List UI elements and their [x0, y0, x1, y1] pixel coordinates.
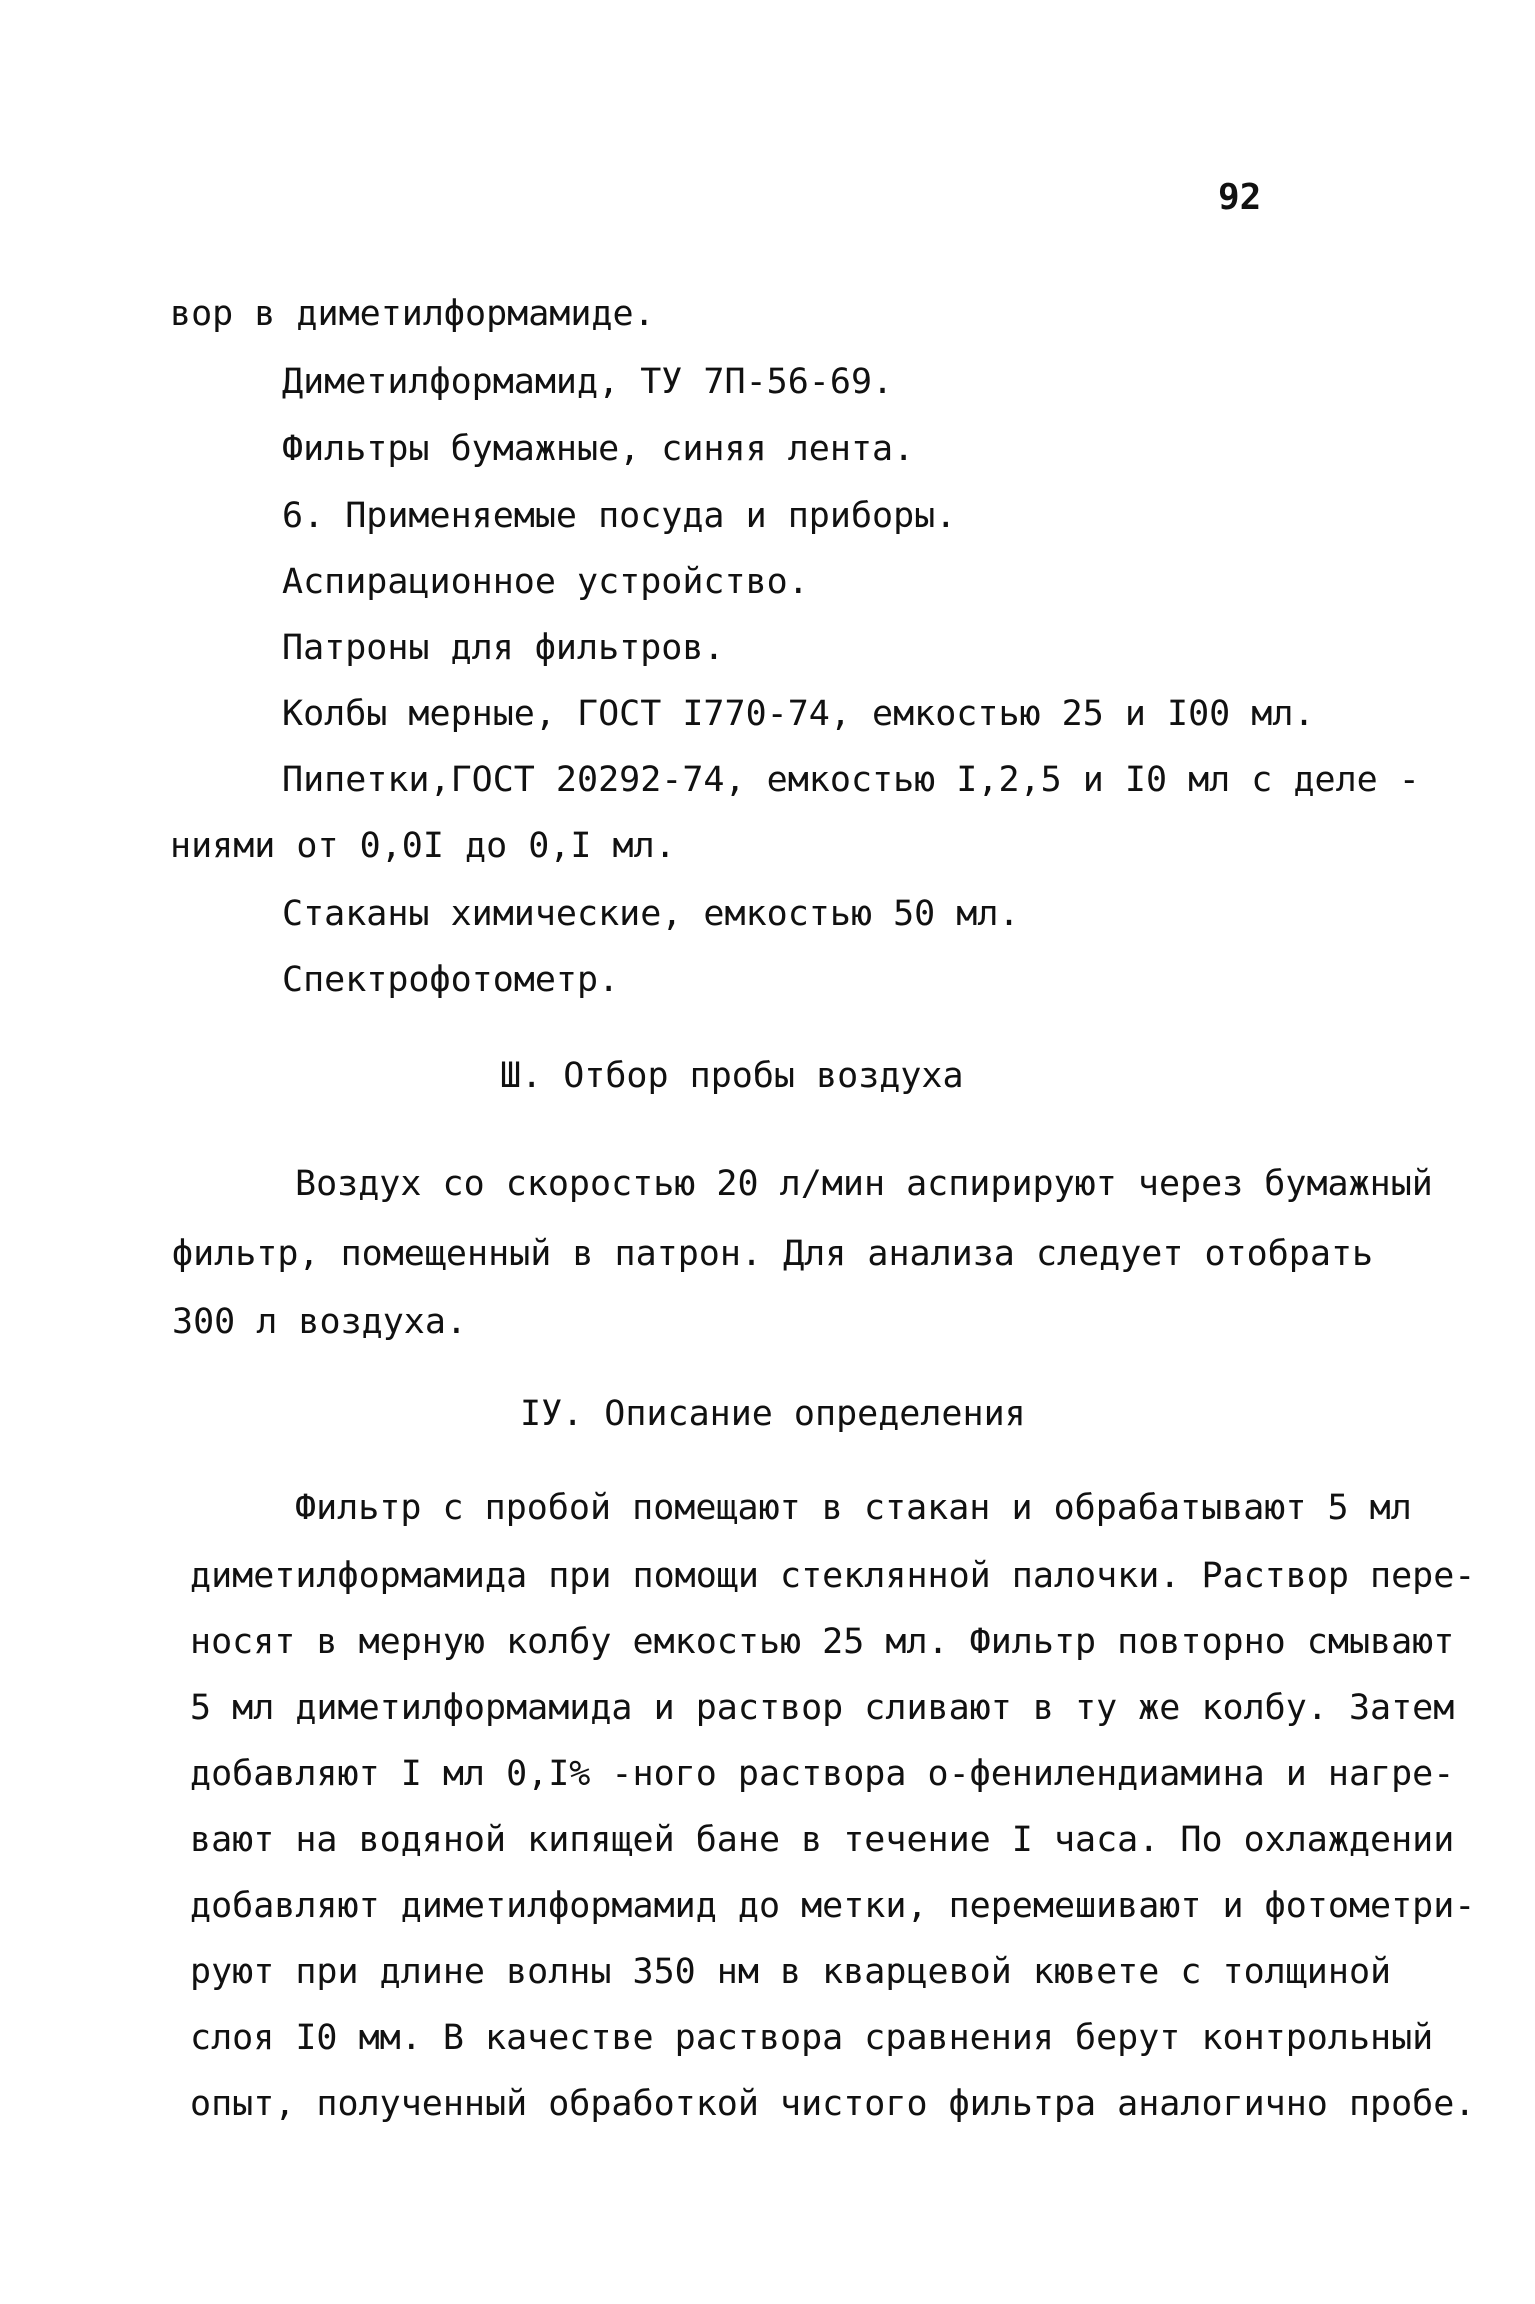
section-heading: IУ. Описание определения	[520, 1394, 1026, 1434]
text-line: руют при длине волны 350 нм в кварцевой кювете с толщиной	[190, 1952, 1392, 1992]
text-line: 300 л воздуха.	[172, 1302, 468, 1342]
text-line: фильтр, помещенный в патрон. Для анализа следует отобрать	[172, 1234, 1374, 1274]
text-line: Аспирационное устройство.	[282, 562, 809, 602]
text-line: 6. Применяемые посуда и приборы.	[282, 496, 957, 536]
section-heading: Ш. Отбор пробы воздуха	[500, 1056, 964, 1096]
text-line: добавляют диметилформамид до метки, перемешивают и фотометри-	[190, 1886, 1476, 1926]
text-line: Стаканы химические, емкостью 50 мл.	[282, 894, 1020, 934]
text-line: добавляют I мл 0,I% -ного раствора о-фенилендиамина и нагре-	[190, 1754, 1455, 1794]
text-line: ниями от 0,0I до 0,I мл.	[170, 826, 676, 866]
text-line: Пипетки,ГОСТ 20292-74, емкостью I,2,5 и I0 мл с деле -	[282, 760, 1420, 800]
page-number: 92	[1218, 177, 1262, 218]
text-line: Диметилформамид, ТУ 7П-56-69.	[282, 362, 894, 402]
text-line: Фильтр с пробой помещают в стакан и обрабатывают 5 мл	[295, 1488, 1412, 1528]
text-line: 5 мл диметилформамида и раствор сливают в ту же колбу. Затем	[190, 1688, 1455, 1728]
text-line: Фильтры бумажные, синяя лента.	[282, 429, 915, 469]
text-line: Патроны для фильтров.	[282, 628, 725, 668]
text-line: Спектрофотометр.	[282, 960, 620, 1000]
text-line: диметилформамида при помощи стеклянной палочки. Раствор пере-	[190, 1556, 1476, 1596]
text-line: слоя I0 мм. В качестве раствора сравнения берут контрольный	[190, 2018, 1434, 2058]
text-line: опыт, полученный обработкой чистого фильтра аналогично пробе.	[190, 2084, 1476, 2124]
text-line: Воздух со скоростью 20 л/мин аспирируют через бумажный	[295, 1164, 1433, 1204]
text-line: вают на водяной кипящей бане в течение I часа. По охлаждении	[190, 1820, 1455, 1860]
text-line: вор в диметилформамиде.	[170, 294, 655, 334]
text-line: Колбы мерные, ГОСТ I770-74, емкостью 25 и I00 мл.	[282, 694, 1315, 734]
text-line: носят в мерную колбу емкостью 25 мл. Фильтр повторно смывают	[190, 1622, 1455, 1662]
